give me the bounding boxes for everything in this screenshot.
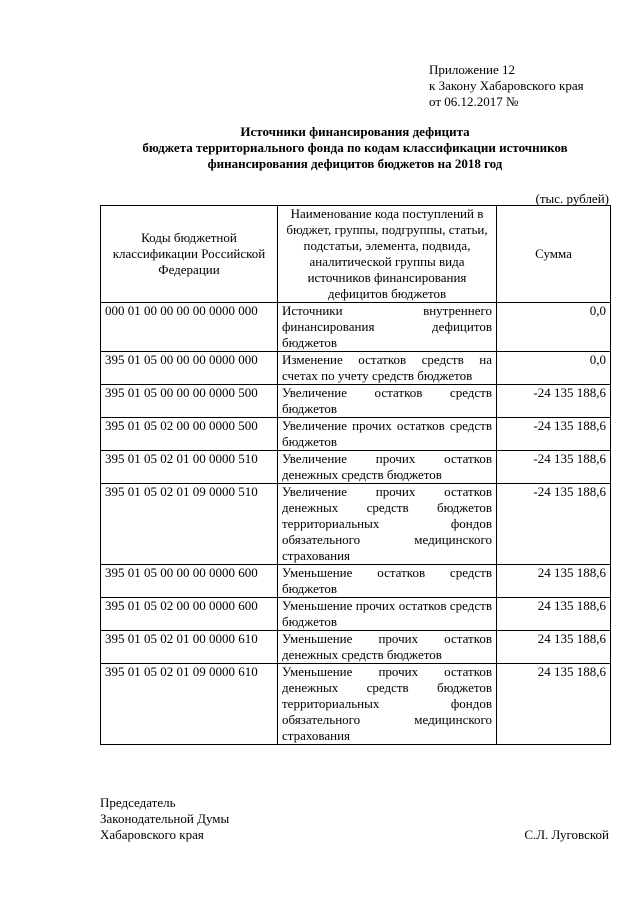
table-row <box>101 631 611 664</box>
code-cell: 395 01 05 00 00 00 0000 600 <box>101 565 278 598</box>
sum-cell: -24 135 188,6 <box>497 484 611 565</box>
table-row <box>101 418 611 451</box>
signature-block <box>100 795 229 843</box>
units-label: (тыс. рублей) <box>535 191 609 206</box>
name-cell: Уменьшение прочих остатков средств бюджетов <box>278 598 497 631</box>
code-cell: 000 01 00 00 00 00 0000 000 <box>101 303 278 352</box>
table-body <box>101 303 611 745</box>
name-cell: Источники внутреннего финансирования дефицитов бюджетов <box>278 303 497 352</box>
sum-cell: 0,0 <box>497 352 611 385</box>
title-line-3: финансирования дефицитов бюджетов на 2018 год <box>207 156 503 171</box>
sum-cell: -24 135 188,6 <box>497 385 611 418</box>
signer-name: С.Л. Луговской <box>524 827 609 842</box>
table-row <box>101 303 611 352</box>
code-cell: 395 01 05 02 01 00 0000 610 <box>101 631 278 664</box>
code-cell: 395 01 05 00 00 00 0000 500 <box>101 385 278 418</box>
title-line-2: бюджета территориального фонда по кодам классификации источников <box>142 140 568 155</box>
header-name: Наименование кода поступлений в бюджет, группы, подгруппы, статьи, подстатьи, элемента, подвида, аналитической группы вида источников финансирования дефицитов бюджетов <box>278 206 497 303</box>
code-cell: 395 01 05 02 01 09 0000 610 <box>101 664 278 745</box>
signature-position-line-2: Законодательной Думы <box>100 811 230 826</box>
code-cell: 395 01 05 02 00 00 0000 500 <box>101 418 278 451</box>
sum-cell: -24 135 188,6 <box>497 418 611 451</box>
name-cell: Увеличение прочих остатков средств бюджетов <box>278 418 497 451</box>
code-cell: 395 01 05 00 00 00 0000 000 <box>101 352 278 385</box>
sum-cell: 24 135 188,6 <box>497 598 611 631</box>
name-cell: Изменение остатков средств на счетах по учету средств бюджетов <box>278 352 497 385</box>
name-cell: Увеличение прочих остатков денежных средств бюджетов <box>278 451 497 484</box>
sum-cell: 24 135 188,6 <box>497 631 611 664</box>
table-row <box>101 352 611 385</box>
code-cell: 395 01 05 02 00 00 0000 600 <box>101 598 278 631</box>
appendix-number: Приложение 12 <box>429 62 516 77</box>
title-line-1: Источники финансирования дефицита <box>240 124 470 139</box>
code-cell: 395 01 05 02 01 00 0000 510 <box>101 451 278 484</box>
header-code: Коды бюджетной классификации Российской Федерации <box>101 206 278 303</box>
name-cell: Уменьшение прочих остатков денежных средств бюджетов <box>278 631 497 664</box>
appendix-law: к Закону Хабаровского края <box>429 78 584 93</box>
name-cell: Увеличение прочих остатков денежных средств бюджетов территориальных фондов обязательного медицинского страхования <box>278 484 497 565</box>
sum-cell: 24 135 188,6 <box>497 565 611 598</box>
sum-cell: 0,0 <box>497 303 611 352</box>
name-cell: Уменьшение прочих остатков денежных средств бюджетов территориальных фондов обязательного медицинского страхования <box>278 664 497 745</box>
table-row <box>101 664 611 745</box>
budget-sources-table <box>100 205 611 745</box>
table-header-row <box>101 206 611 303</box>
table-row <box>101 451 611 484</box>
signature-position-line-1: Председатель <box>100 795 176 810</box>
table-row <box>101 484 611 565</box>
sum-cell: -24 135 188,6 <box>497 451 611 484</box>
appendix-reference <box>429 62 584 110</box>
table-row <box>101 598 611 631</box>
name-cell: Уменьшение остатков средств бюджетов <box>278 565 497 598</box>
signature-position-line-3: Хабаровского края <box>100 827 204 842</box>
appendix-date: от 06.12.2017 № <box>429 94 519 109</box>
table-row <box>101 565 611 598</box>
document-title <box>100 124 610 172</box>
code-cell: 395 01 05 02 01 09 0000 510 <box>101 484 278 565</box>
header-sum: Сумма <box>497 206 611 303</box>
sum-cell: 24 135 188,6 <box>497 664 611 745</box>
name-cell: Увеличение остатков средств бюджетов <box>278 385 497 418</box>
table-row <box>101 385 611 418</box>
